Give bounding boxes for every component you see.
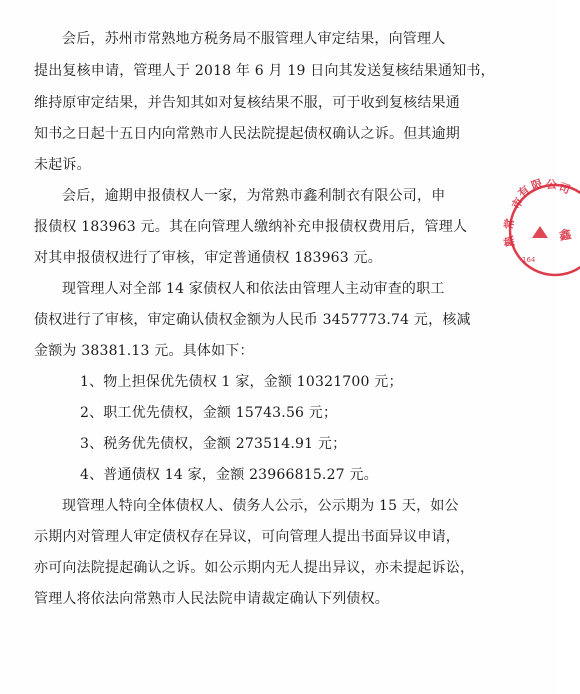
paragraph-1-line-1: 会后，苏州市常熟地方税务局不服管理人审定结果，向管理人 [62,31,446,47]
svg-text:常: 常 [502,217,517,231]
svg-text:有: 有 [515,183,533,201]
paragraph-3-line-1: 现管理人对全部 14 家债权人和依法由管理人主动审查的职工 [62,281,445,297]
paragraph-2-line-1: 会后，逾期申报债权人一家，为常熟市鑫利制衣有限公司，申 [62,188,446,204]
official-seal-stamp [500,176,580,280]
paragraph-5-line-2: 示期内对管理人审定债权存在异议，可向管理人提出书面异议申请， [34,529,460,545]
list-item-4: 4、普通债权 14 家，金额 23966815.27 元。 [80,467,378,483]
paragraph-1-line-4: 知书之日起十五日内向常熟市人民法院提起债权确认之诉。但其逾期 [34,126,460,142]
paragraph-5-line-3: 亦可向法院提起确认之诉。如公示期内无人提出异议，亦未提起诉讼， [34,560,475,576]
paragraph-5-line-4: 管理人将依法向常熟市人民法院申请裁定确认下列债权。 [34,591,389,607]
paragraph-3-line-3: 金额为 38381.13 元。具体如下： [34,343,254,359]
list-item-1: 1、物上担保优先债权 1 家，金额 10321700 元； [80,374,403,390]
paragraph-2-line-3: 对其申报债权进行了审核，审定普通债权 183963 元。 [34,250,382,266]
seal-number: 164 [522,256,536,264]
paragraph-1-line-3: 维持原审定结果，并告知其如对复核结果不服，可于收到复核结果通 [34,95,460,111]
paragraph-5-line-1: 现管理人特向全体债权人、债务人公示，公示期为 15 天，如公 [62,498,459,514]
paragraph-3-line-2: 债权进行了审核，审定确认债权金额为人民币 3457773.74 元，核减 [34,312,471,328]
svg-text:限: 限 [529,176,545,193]
svg-text:鑫: 鑫 [558,227,573,243]
svg-text:司: 司 [556,180,572,197]
paragraph-1-line-2: 提出复核申请，管理人于 2018 年 6 月 19 日向其发送复核结果通知书， [34,63,495,79]
svg-text:公: 公 [546,178,557,191]
paragraph-2-line-2: 报债权 183963 元。其在向管理人缴纳补充申报债权费用后，管理人 [34,219,468,235]
svg-text:熟: 熟 [502,234,517,248]
paragraph-1-line-5: 未起诉。 [34,157,91,173]
list-item-2: 2、职工优先债权，金额 15743.56 元； [80,405,338,421]
svg-text:市: 市 [509,195,527,212]
list-item-3: 3、税务优先债权，金额 273514.91 元； [80,436,347,452]
